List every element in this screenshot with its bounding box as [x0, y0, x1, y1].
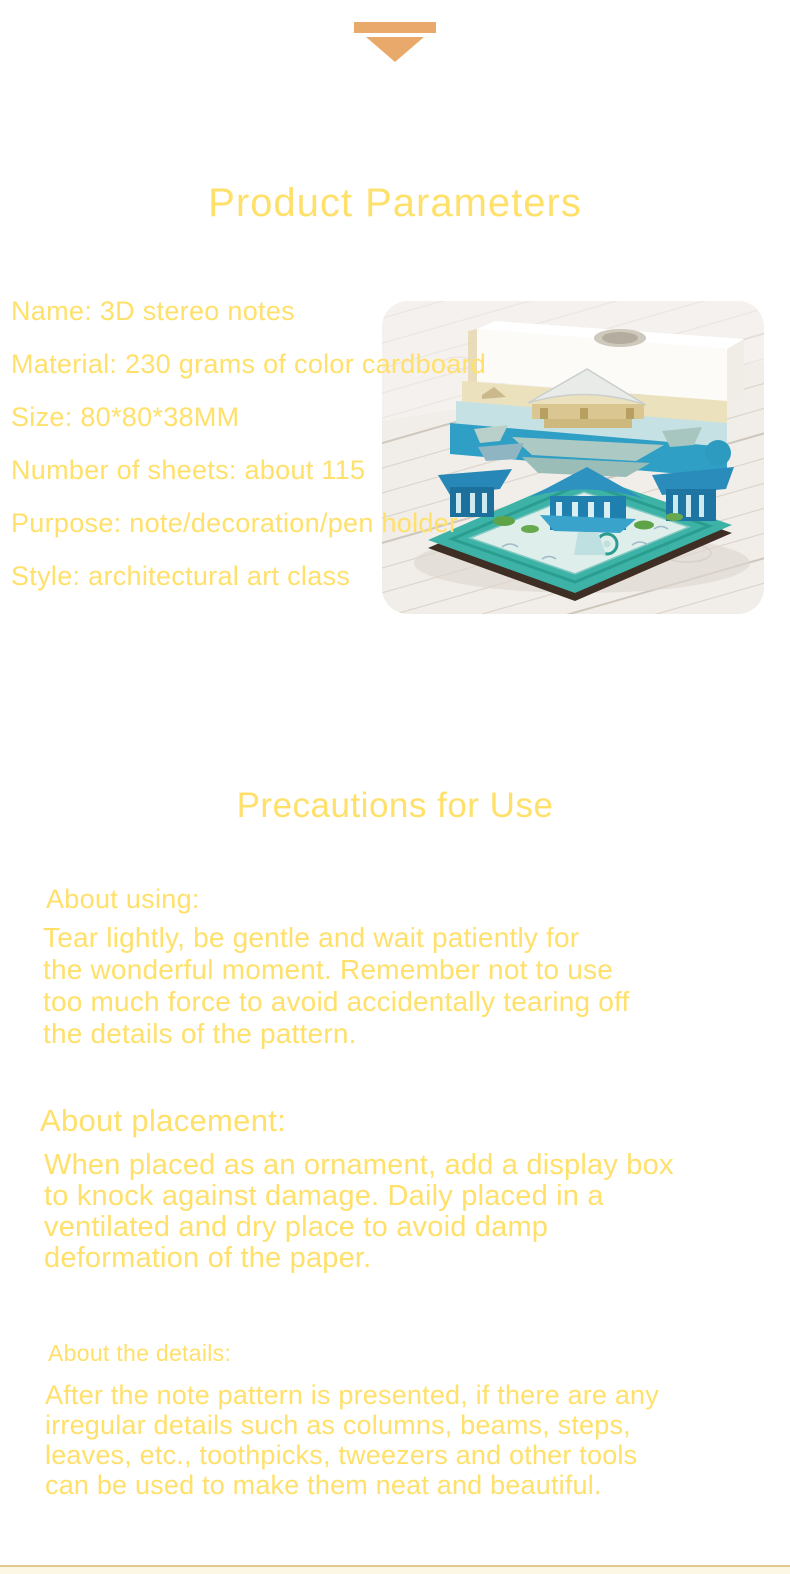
- body-line: to knock against damage. Daily placed in a: [44, 1180, 604, 1212]
- section-label-about-placement: About placement:: [40, 1103, 287, 1138]
- body-line: irregular details such as columns, beams, steps,: [45, 1410, 631, 1440]
- body-line: the wonderful moment. Remember not to use: [43, 954, 614, 985]
- body-line: can be used to make them neat and beautiful.: [45, 1470, 602, 1500]
- product-parameters-title: Product Parameters: [208, 181, 582, 225]
- body-line: too much force to avoid accidentally tearing off: [43, 986, 630, 1017]
- body-line: When placed as an ornament, add a display box: [44, 1149, 674, 1181]
- section-body-about-details: [45, 1380, 659, 1500]
- body-line: the details of the pattern.: [43, 1018, 357, 1049]
- body-line: Tear lightly, be gentle and wait patiently for: [43, 922, 580, 953]
- param-size: Size: 80*80*38MM: [11, 402, 240, 432]
- precautions-title: Precautions for Use: [236, 786, 554, 825]
- param-purpose: Purpose: note/decoration/pen holder: [11, 508, 459, 538]
- param-material: Material: 230 grams of color cardboard: [11, 349, 487, 379]
- body-line: leaves, etc., toothpicks, tweezers and other tools: [45, 1440, 638, 1470]
- param-name: Name: 3D stereo notes: [11, 296, 295, 326]
- section-label-about-using: About using:: [46, 884, 200, 914]
- body-line: deformation of the paper.: [44, 1242, 372, 1274]
- product-parameters-list: [11, 296, 486, 614]
- param-sheets: Number of sheets: about 115: [11, 455, 366, 485]
- chevron-down-icon: [353, 22, 437, 62]
- chevron-bar: [354, 22, 436, 33]
- next-section-divider: [0, 1565, 790, 1574]
- param-style: Style: architectural art class: [11, 561, 351, 591]
- body-line: ventilated and dry place to avoid damp: [44, 1211, 549, 1243]
- section-body-about-placement: [44, 1150, 674, 1274]
- section-label-about-details: About the details:: [48, 1340, 232, 1366]
- body-line: After the note pattern is presented, if there are any: [45, 1380, 659, 1410]
- section-body-about-using: [43, 922, 630, 1050]
- chevron-triangle: [366, 37, 424, 62]
